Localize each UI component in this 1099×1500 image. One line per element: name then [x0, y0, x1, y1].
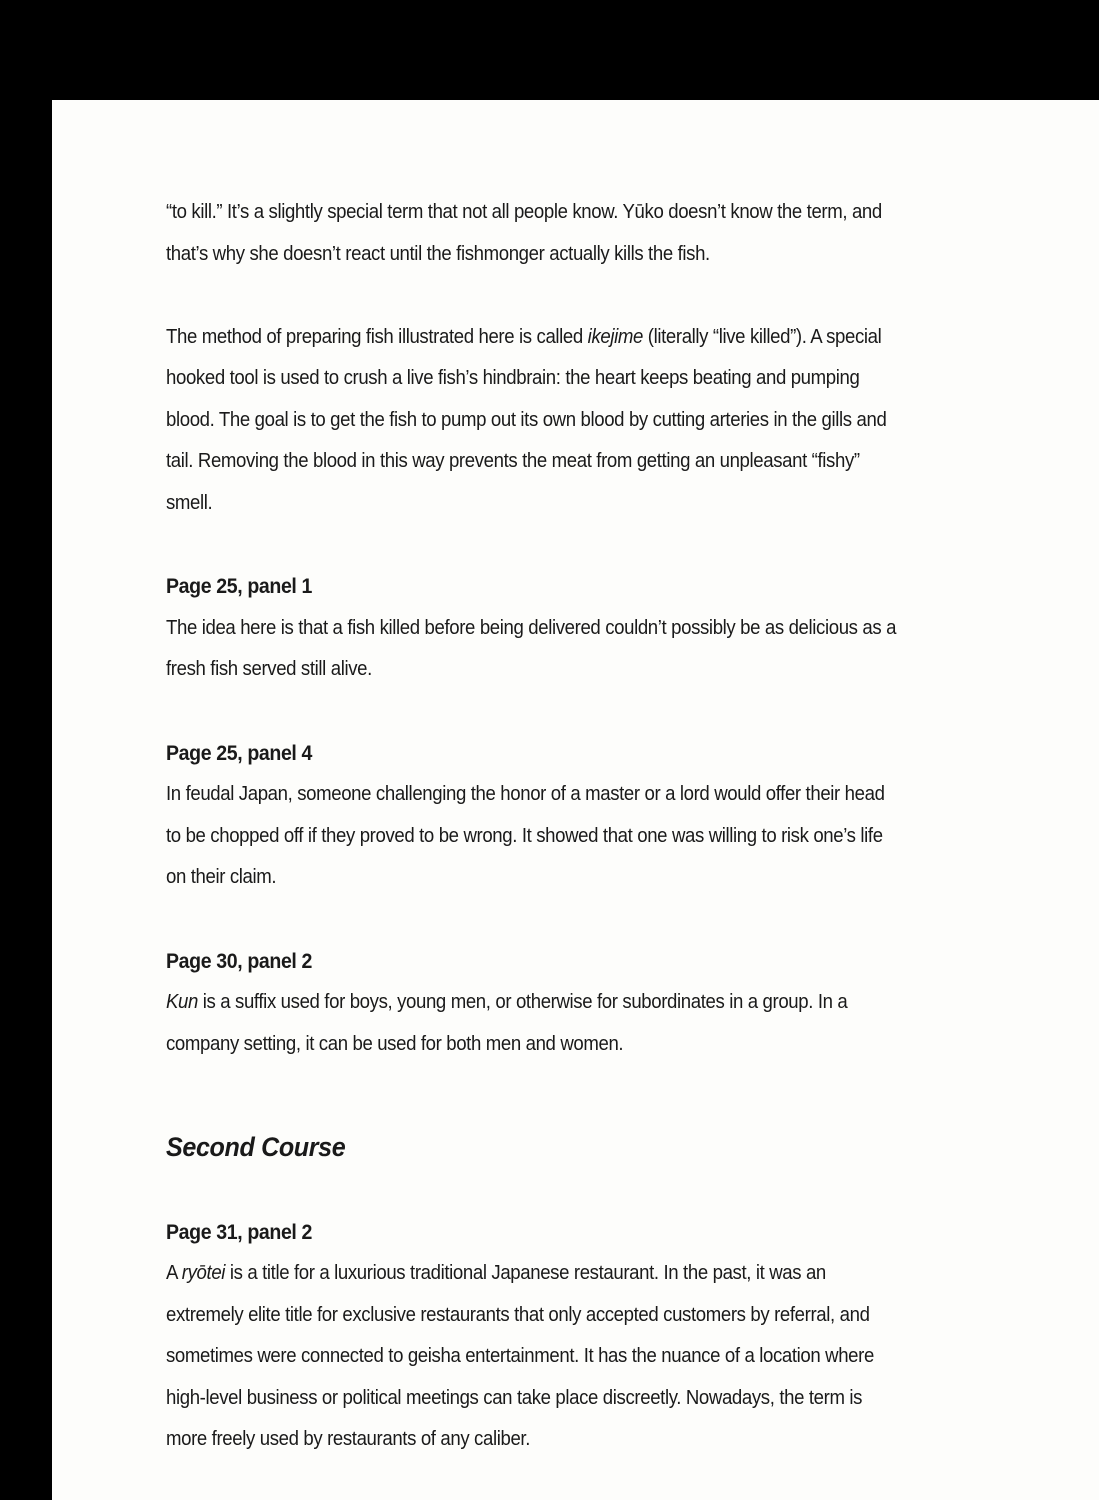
- note-text: In feudal Japan, someone challenging the honor of a master or a lord would offer their head to be chopped off if they proved to be wrong. It showed that one was willing to risk one’s life on their claim.: [166, 783, 885, 888]
- intro-paragraph-2-text-start: The method of preparing fish illustrated here is called: [166, 325, 588, 348]
- intro-paragraph-2-text-end: (literally “live killed”). A special hooked tool is used to crush a live fish’s hindbrain: the heart keeps beating and pumping blood. The goal is to get the fish to pump out its own blood by cutting arteries in the gills and tail. Removing the blood in this way prevents the meat from getting an unpleasant “fishy” smell.: [166, 325, 887, 514]
- note-text-body: is a title for a luxurious traditional Japanese restaurant. In the past, it was an extremely elite title for exclusive restaurants that only accepted customers by referral, and sometimes were connected to geisha entertainment. It has the nuance of a location where high-level business or political meetings can take place discreetly. Nowadays, the term is more freely used by restaurants of any caliber.: [166, 1262, 874, 1450]
- note-text: [166, 1253, 901, 1461]
- note-text: [166, 982, 901, 1065]
- page-content: [166, 192, 901, 1461]
- term-ryotei: ryōtei: [181, 1262, 226, 1284]
- note-text: The idea here is that a fish killed before being delivered couldn’t possibly be as delicious as a fresh fish served still alive.: [166, 616, 897, 680]
- note-heading: Page 30, panel 2: [166, 949, 313, 973]
- note-text-body: is a suffix used for boys, young men, or otherwise for subordinates in a group. In a company setting, it can be used for both men and women.: [166, 991, 848, 1055]
- term-kun: Kun: [166, 991, 198, 1013]
- note-heading: Page 31, panel 2: [166, 1220, 313, 1244]
- note-heading: Page 25, panel 1: [166, 575, 313, 598]
- note-text-start: A: [166, 1262, 182, 1284]
- document-page: [52, 100, 1099, 1500]
- note-heading: Page 25, panel 4: [166, 741, 313, 765]
- section-title: Second Course: [166, 1132, 346, 1162]
- term-ikejime: ikejime: [587, 325, 643, 348]
- intro-paragraph-2: [166, 317, 901, 525]
- intro-paragraph-1-text: “to kill.” It’s a slightly special term that not all people know. Yūko doesn’t know the term, and that’s why she doesn’t react until the fishmonger actually kills the fish.: [166, 201, 882, 265]
- intro-paragraph-1: [166, 192, 901, 275]
